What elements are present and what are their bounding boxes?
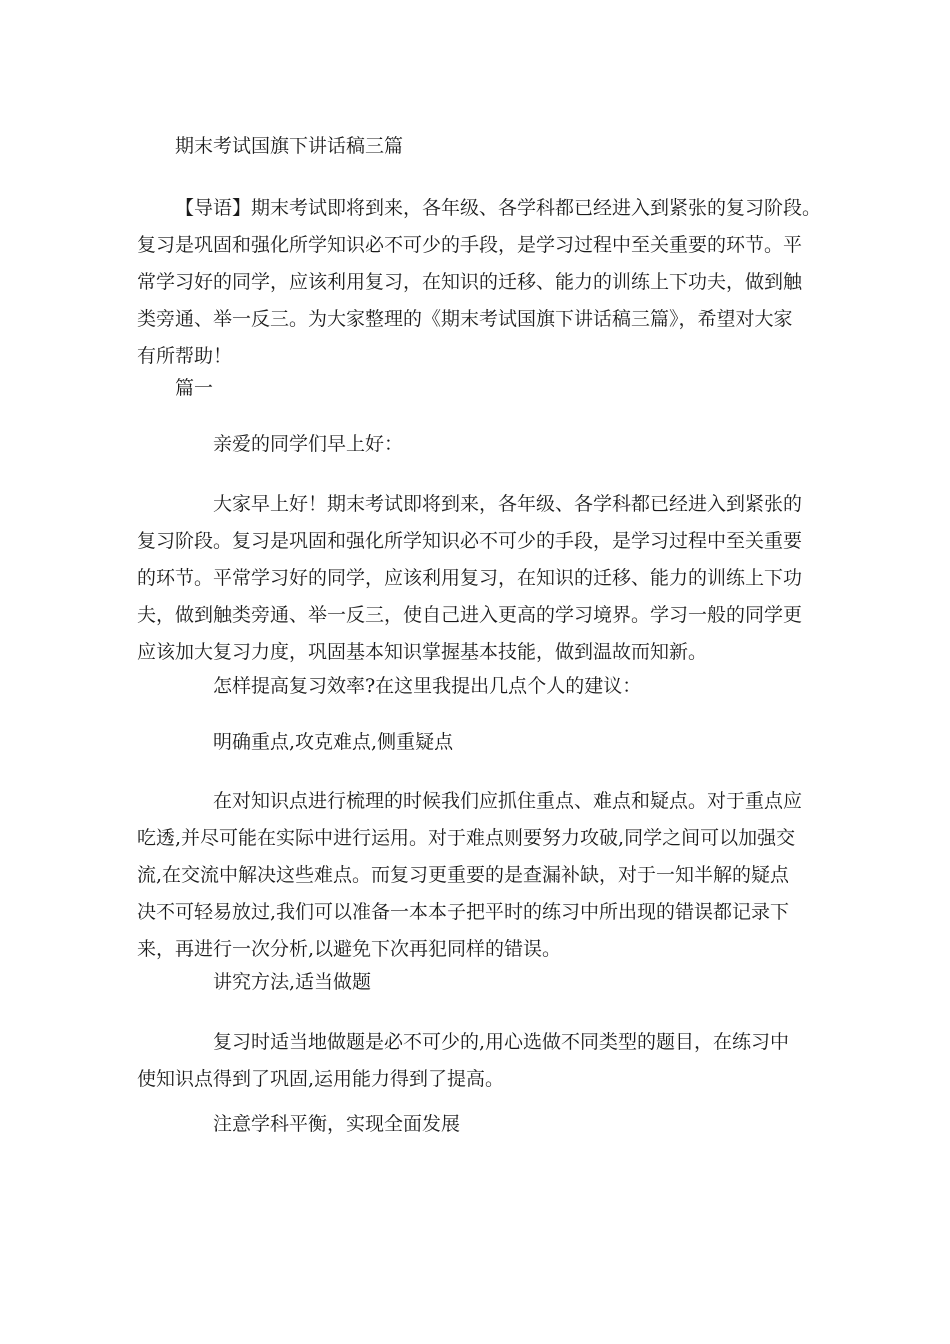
intro-line: 【导语】期末考试即将到来，各年级、各学科都已经进入到紧张的复习阶段。 <box>175 197 822 219</box>
paragraph-line: 使知识点得到了巩固,运用能力得到了提高。 <box>137 1068 505 1090</box>
intro-paragraph <box>137 190 827 375</box>
paragraph-line: 大家早上好！期末考试即将到来，各年级、各学科都已经进入到紧张的 <box>213 493 803 515</box>
paragraph-line: 流,在交流中解决这些难点。而复习更重要的是查漏补缺，对于一知半解的疑点 <box>137 864 790 886</box>
paragraph-line: 应该加大复习力度，巩固基本知识掌握基本技能，做到温故而知新。 <box>137 641 708 663</box>
body-paragraph-1 <box>137 486 827 671</box>
paragraph-line: 的环节。平常学习好的同学，应该利用复习，在知识的迁移、能力的训练上下功 <box>137 567 803 589</box>
section-label: 篇一 <box>175 377 214 399</box>
paragraph-line: 决不可轻易放过,我们可以准备一本本子把平时的练习中所出现的错误都记录下 <box>137 901 790 923</box>
body-paragraph-2 <box>137 783 827 968</box>
paragraph-line: 夫，做到触类旁通、举一反三，使自己进入更高的学习境界。学习一般的同学更 <box>137 604 803 626</box>
intro-line: 复习是巩固和强化所学知识必不可少的手段，是学习过程中至关重要的环节。平 <box>137 234 803 256</box>
intro-line: 常学习好的同学，应该利用复习，在知识的迁移、能力的训练上下功夫，做到触 <box>137 271 803 293</box>
subheading-3: 注意学科平衡，实现全面发展 <box>213 1113 461 1135</box>
document-title: 期末考试国旗下讲话稿三篇 <box>175 135 404 157</box>
question-line: 怎样提高复习效率?在这里我提出几点个人的建议： <box>213 675 642 697</box>
greeting: 亲爱的同学们早上好： <box>213 433 404 455</box>
paragraph-line: 吃透,并尽可能在实际中进行运用。对于难点则要努力攻破,同学之间可以加强交 <box>137 827 796 849</box>
subheading-1: 明确重点,攻克难点,侧重疑点 <box>213 731 454 753</box>
paragraph-line: 复习阶段。复习是巩固和强化所学知识必不可少的手段，是学习过程中至关重要 <box>137 530 803 552</box>
paragraph-line: 在对知识点进行梳理的时候我们应抓住重点、难点和疑点。对于重点应 <box>213 790 803 812</box>
intro-line: 有所帮助！ <box>137 345 233 367</box>
body-paragraph-3 <box>137 1024 827 1098</box>
intro-line: 类旁通、举一反三。为大家整理的《期末考试国旗下讲话稿三篇》，希望对大家 <box>137 308 793 330</box>
paragraph-line: 复习时适当地做题是必不可少的,用心选做不同类型的题目，在练习中 <box>213 1031 790 1053</box>
paragraph-line: 来，再进行一次分析,以避免下次再犯同样的错误。 <box>137 938 562 960</box>
subheading-2: 讲究方法,适当做题 <box>213 971 372 993</box>
